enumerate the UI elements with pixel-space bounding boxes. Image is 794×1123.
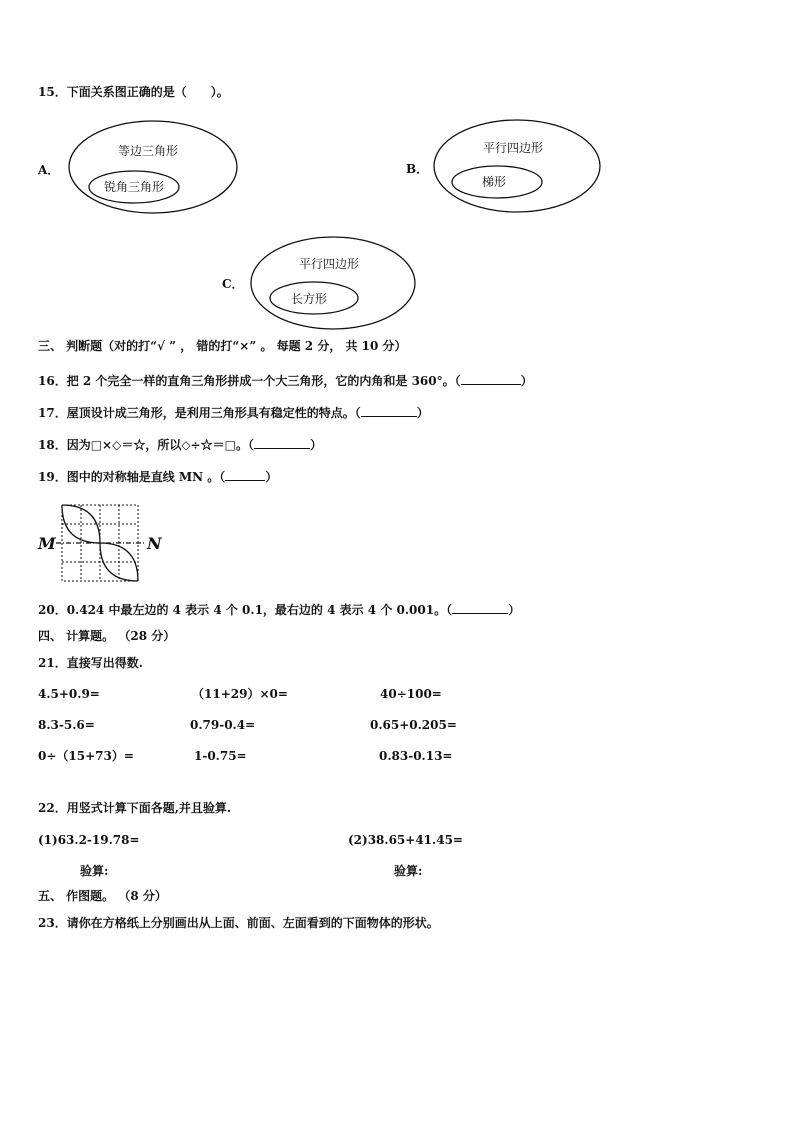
q17-close: ） xyxy=(416,406,429,420)
point-n-label: N xyxy=(147,534,162,553)
q21-row2-col2: 0.79-0.4= xyxy=(190,718,256,732)
q16-close: ） xyxy=(520,374,533,388)
point-m-label: M xyxy=(38,534,56,553)
option-a-inner-label: 锐角三角形 xyxy=(103,180,165,194)
q18-close: ） xyxy=(309,438,322,452)
section5-heading: 五、 作图题。 （8 分） xyxy=(38,889,167,903)
option-c-outer-label: 平行四边形 xyxy=(298,257,360,271)
q20 xyxy=(38,602,520,618)
q20-close: ） xyxy=(508,603,521,617)
q20-text: 20．0.424 中最左边的 4 表示 4 个 0.1，最右边的 4 表示 4 个 0.001。（ xyxy=(38,603,453,617)
q21-row3-col3: 0.83-0.13= xyxy=(379,749,453,763)
q21-row1-col1: 4.5+0.9= xyxy=(38,687,100,701)
q20-answer-blank[interactable] xyxy=(452,602,508,614)
q21-row2-col3: 0.65+0.205= xyxy=(370,718,457,732)
q21-row3-col1: 0÷（15+73）= xyxy=(38,749,134,763)
option-a-letter: A． xyxy=(38,163,60,177)
q21-row2-col1: 8.3-5.6= xyxy=(38,718,95,732)
option-c-letter: C． xyxy=(222,277,244,291)
q18-text: 18．因为□×◇＝☆，所以◇÷☆＝□。（ xyxy=(38,438,254,452)
q22-left-problem: (1)63.2-19.78= xyxy=(38,833,140,847)
option-a-outer-label: 等边三角形 xyxy=(117,144,179,158)
section3-heading: 三、 判断题（对的打“√ ” ， 错的打“×” 。 每题 2 分， 共 10 分） xyxy=(38,339,407,353)
option-c-inner-label: 长方形 xyxy=(290,292,328,306)
q21-row3-col2: 1-0.75= xyxy=(194,749,247,763)
q21-row1-col3: 40÷100= xyxy=(380,687,442,701)
q23-stem: 23．请你在方格纸上分别画出从上面、前面、左面看到的下面物体的形状。 xyxy=(38,916,439,930)
q19-text: 19．图中的对称轴是直线 MN 。（ xyxy=(38,470,226,484)
section4-heading: 四、 计算题。 （28 分） xyxy=(38,629,176,643)
q22-check-right: 验算: xyxy=(394,864,423,878)
q16-text: 16．把 2 个完全一样的直角三角形拼成一个大三角形，它的内角和是 360°。（ xyxy=(38,374,461,388)
q22-check-left: 验算: xyxy=(80,864,109,878)
q19-close: ） xyxy=(265,470,278,484)
option-b-letter: B． xyxy=(406,162,429,176)
option-b-inner-label: 梯形 xyxy=(481,175,507,189)
q17-text: 17．屋顶设计成三角形，是利用三角形具有稳定性的特点。（ xyxy=(38,406,361,420)
q15-stem: 15．下面关系图正确的是（ ）。 xyxy=(38,85,229,99)
q22-stem: 22．用竖式计算下面各题,并且验算. xyxy=(38,801,232,815)
q22-right-problem: (2)38.65+41.45= xyxy=(348,833,463,847)
q21-row1-col2: （11+29）×0= xyxy=(192,687,288,701)
option-b-outer-label: 平行四边形 xyxy=(482,141,544,155)
q21-stem: 21．直接写出得数. xyxy=(38,656,143,670)
